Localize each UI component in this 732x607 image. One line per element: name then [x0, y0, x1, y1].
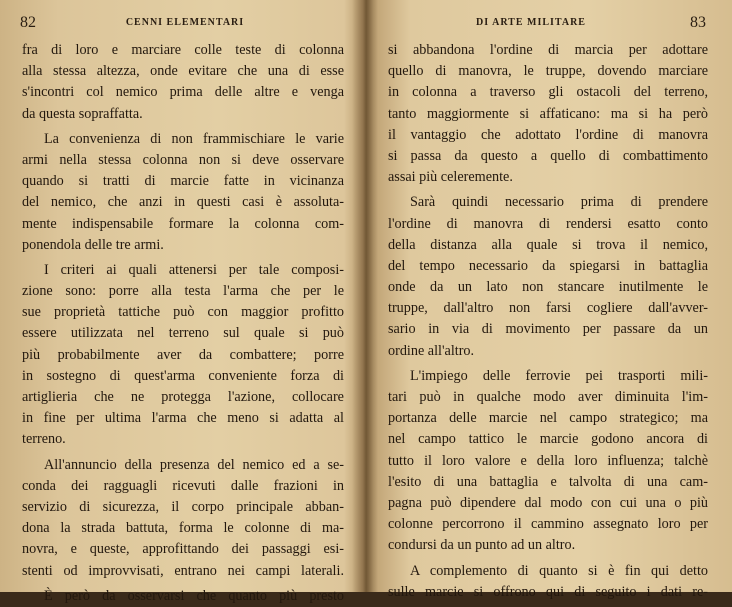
right-page-header	[386, 14, 706, 34]
text-line: stenti od improvvisati, entrano nei campi laterali.	[22, 562, 344, 579]
right-page-number: 83	[690, 14, 706, 31]
text-line: novra, e queste, approfittando dei passaggi esi-	[22, 541, 344, 558]
text-line: tari può in qualche modo aver diminuita l'im-	[388, 389, 708, 405]
text-line: L'impiego delle ferrovie pei trasporti mili-	[410, 367, 708, 384]
text-line: pagna può dipendere dal modo con cui una o più	[388, 494, 708, 511]
text-line: La convenienza di non frammischiare le varie	[44, 130, 344, 147]
left-running-head: CENNI ELEMENTARI	[125, 17, 245, 28]
text-line: quello di manovra, le truppe, dovendo marciare	[388, 63, 708, 80]
text-line: assai più celeremente.	[388, 169, 513, 186]
text-line: in sostegno di quest'arma conveniente forza di	[22, 367, 344, 384]
text-line: È però da osservarsi che quanto più presto	[44, 587, 344, 604]
right-page	[372, 0, 732, 600]
text-line: l'esito di una battaglia e talvolta di una cam-	[388, 473, 708, 490]
text-line: da questa sopraffatta.	[22, 105, 143, 122]
text-line: conda dei ragguagli ricevuti dalle frazioni in	[22, 477, 344, 494]
text-line: ordine all'altro.	[388, 342, 475, 359]
text-line: mente indispensabile formare la colonna com-	[22, 215, 344, 232]
text-line: s'incontri col nemico prima delle altre e venga	[22, 84, 344, 101]
text-line: portanza delle marcie nel campo strategico; ma	[388, 410, 708, 427]
text-line: si passa da questo a quello di combattimento	[388, 147, 708, 164]
text-line: quando si tratti di marcie fatte in vicinanza	[22, 173, 344, 190]
text-line: fra di loro e marciare colle teste di colonna	[22, 42, 344, 58]
text-line: dona la strada battuta, forma le colonne di ma-	[22, 520, 344, 537]
right-running-head: DI ARTE MILITARE	[476, 17, 586, 28]
text-line: onde da un lato non stancare inutilmente le	[388, 279, 708, 296]
text-line: condursi da un punto ad un altro.	[388, 537, 576, 554]
text-line: del tempo necessario da spiegarsi in battaglia	[388, 257, 708, 274]
text-line: in fine per ultima l'arma che meno si adatta al	[22, 410, 344, 427]
text-line: sario in via di movimento per passare da un	[388, 321, 708, 338]
text-line: si abbandona l'ordine di marcia per adottare	[388, 42, 708, 58]
text-line: essere utilizzata nel terreno sul quale si può	[22, 325, 344, 342]
left-page-number: 82	[20, 14, 36, 31]
text-line: All'annuncio della presenza del nemico ed a se-	[44, 456, 344, 473]
text-line: zione sono: porre alla testa l'arma che per le	[22, 283, 344, 300]
text-line: tanto maggiormente si affaticano: ma si ha però	[388, 105, 708, 122]
text-line: colonne percorrono il cammino assegnato loro per	[388, 516, 708, 533]
text-line: più probabilmente aver da combattere; porre	[22, 346, 344, 363]
text-line: il vantaggio che adottato l'ordine di manovra	[388, 126, 708, 143]
text-line: della distanza alla quale si trova il nemico,	[388, 236, 708, 253]
right-page-body	[388, 40, 708, 603]
text-line: sulle marcie si offrono qui di seguito i dati re-	[388, 583, 708, 600]
text-line: ponendola delle tre armi.	[22, 236, 164, 253]
text-line: A complemento di quanto si è fin qui detto	[410, 562, 708, 579]
text-line: nel campo tattico le marcie godono ancora di	[388, 431, 708, 448]
text-line: Sarà quindi necessario prima di prendere	[410, 194, 708, 211]
text-line: l'ordine di manovra di rendersi esatto conto	[388, 215, 708, 232]
text-line: I criteri ai quali attenersi per tale composi-	[44, 261, 344, 278]
text-line: truppe, dall'altro non farsi cogliere dall'avver-	[388, 300, 708, 317]
text-line: del nemico, che anzi in questi casi è assoluta-	[22, 194, 344, 211]
text-line: terreno.	[22, 431, 66, 448]
text-line: servizio di sicurezza, il corpo principale abban-	[22, 498, 344, 515]
text-line: artiglieria che ne protegga l'azione, collocare	[22, 389, 344, 405]
left-page-body	[22, 40, 344, 607]
left-page-header	[20, 14, 350, 34]
text-line: armi nella stessa colonna non si deve osservare	[22, 151, 344, 168]
text-line: in colonna a traverso gli ostacoli del terreno,	[388, 84, 708, 101]
text-line: tutto il loro valore e della loro influenza; talchè	[388, 452, 708, 469]
text-line: alla stessa altezza, onde evitare che una di esse	[22, 63, 344, 80]
left-page	[0, 0, 360, 604]
text-line: sue proprietà tattiche può con maggior profitto	[22, 304, 344, 321]
